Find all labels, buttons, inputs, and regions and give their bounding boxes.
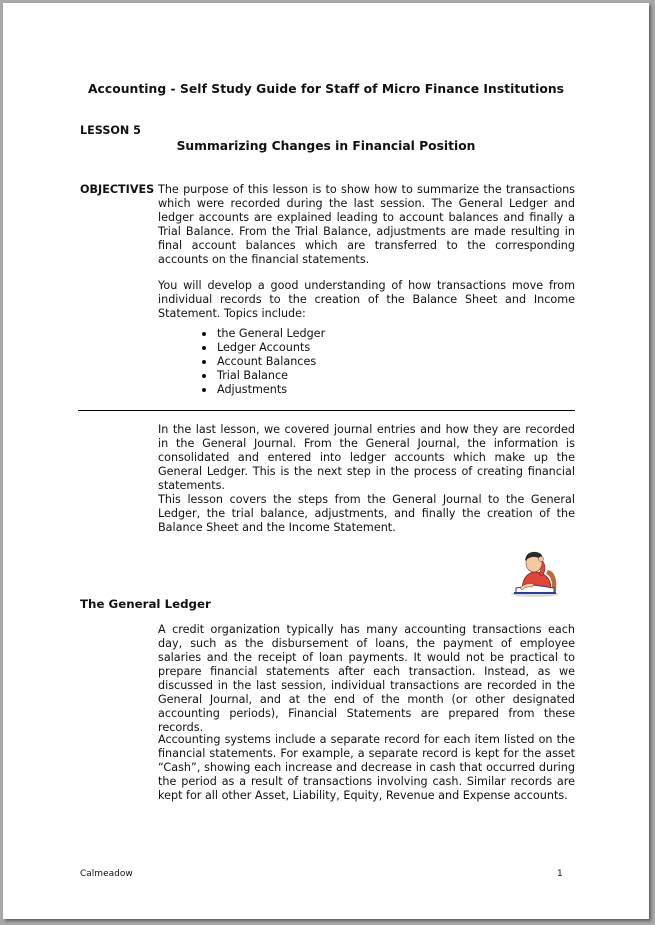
bullet-icon [202, 360, 206, 364]
objectives-label: OBJECTIVES [80, 183, 155, 196]
topic-item: Ledger Accounts [197, 341, 325, 355]
topics-list [197, 327, 325, 397]
footer-organization: Calmeadow [80, 869, 133, 879]
bullet-icon [202, 346, 206, 350]
student-studying-icon [508, 548, 563, 598]
bullet-icon [202, 388, 206, 392]
section-heading-general-ledger: The General Ledger [80, 597, 211, 611]
lesson-label: LESSON 5 [80, 124, 141, 137]
bullet-icon [202, 332, 206, 336]
document-page [3, 3, 649, 919]
topic-item: the General Ledger [197, 327, 325, 341]
intro-paragraph-1: In the last lesson, we covered journal entries and how they are recorded in the General Journal. From the General Journal, the information is consolidated and entered into ledger accounts which make up the General Ledger. This is the next step in the process of creating financial statements. [158, 423, 575, 492]
section-divider [78, 410, 575, 411]
topic-item: Adjustments [197, 383, 325, 397]
intro-paragraph-2: This lesson covers the steps from the General Journal to the General Ledger, the trial balance, adjustments, and finally the creation of the Balance Sheet and the Income Statement. [158, 493, 575, 534]
bullet-icon [202, 374, 206, 378]
page-number: 1 [557, 869, 563, 879]
topic-item: Trial Balance [197, 369, 325, 383]
objectives-paragraph-1: The purpose of this lesson is to show how to summarize the transactions which were recorded during the last session. The General Ledger and ledger accounts are explained leading to account balances and finally a Trial Balance. From the Trial Balance, adjustments are made resulting in final account balances which are transferred to the corresponding accounts on the financial statements. [158, 183, 575, 266]
objectives-paragraph-2: You will develop a good understanding of how transactions move from individual records to the creation of the Balance Sheet and Income Statement. Topics include: [158, 279, 575, 320]
general-ledger-paragraph-1: A credit organization typically has many accounting transactions each day, such as the disbursement of loans, the payment of employee salaries and the receipt of loan payments. It would not be practical to prepare financial statements after each transaction. Instead, as we discussed in the last session, individual transactions are recorded in the General Journal, and at the end of the month (or other designated accounting periods), Financial Statements are prepared from these records. [158, 623, 575, 734]
topic-item: Account Balances [197, 355, 325, 369]
lesson-title: Summarizing Changes in Financial Position [176, 139, 476, 153]
document-title: Accounting - Self Study Guide for Staff of Micro Finance Institutions [87, 82, 565, 96]
general-ledger-paragraph-2: Accounting systems include a separate record for each item listed on the financial statements. For example, a separate record is kept for the asset “Cash”, showing each increase and decrease in cash that occurred during the period as a result of transactions involving cash. Similar records are kept for all other Asset, Liability, Equity, Revenue and Expense accounts. [158, 733, 575, 802]
